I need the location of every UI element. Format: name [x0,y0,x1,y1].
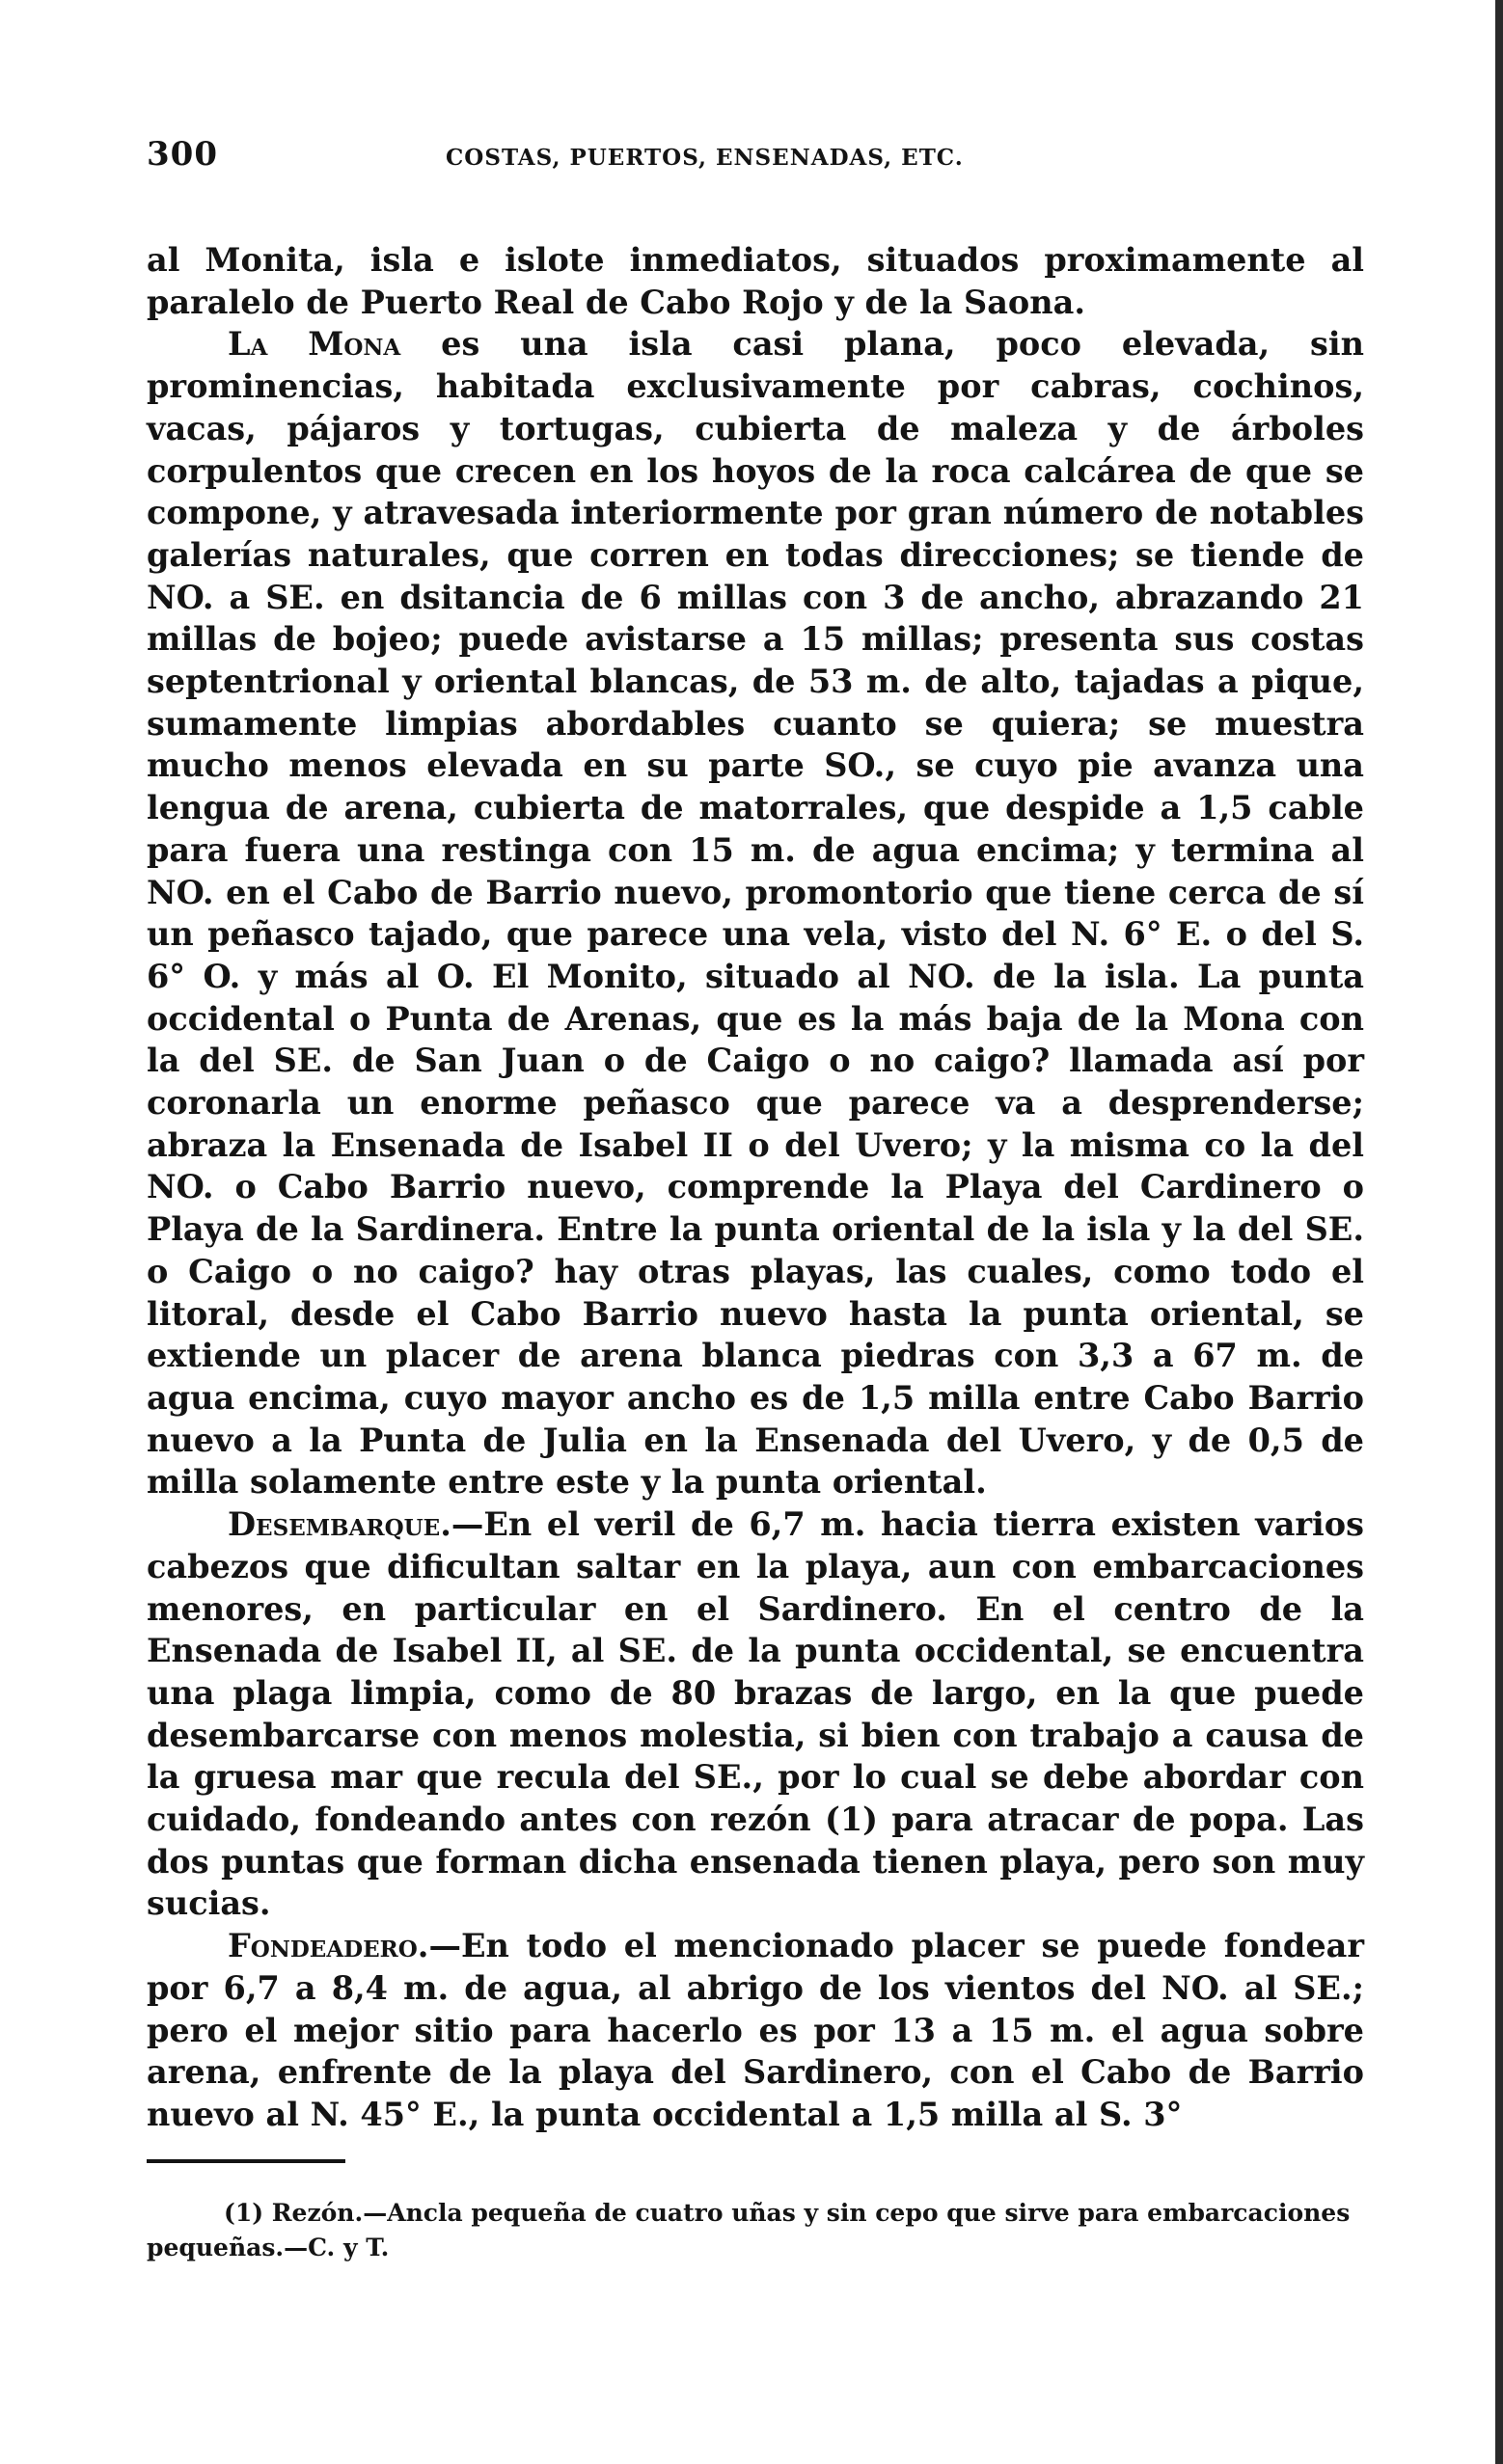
paragraph-monita: al Monita, isla e islote inmediatos, situados proximamente al paralelo de Puerto Real de Cabo Rojo y de la Saona. [147,241,1364,321]
paragraph-fondeadero [147,1925,1364,2136]
paragraph-desembarque [147,1503,1364,1925]
paragraph-text-la-mona: es una isla casi plana, poco elevada, sin prominencias, habitada exclusivamente por cabras, cochinos, vacas, pájaros y tortugas, cubierta de maleza y de árboles corpulentos que crecen en los hoyos de la roca calcárea de que se compone, y atravesada interiormente por gran número de notables galerías naturales, que corren en todas direcciones; se tiende de NO. a SE. en dsitancia de 6 millas con 3 de ancho, abrazando 21 millas de bojeo; puede avistarse a 15 millas; presenta sus costas septentrional y oriental blancas, de 53 m. de alto, tajadas a pique, sumamente limpias abordables cuanto se quiera; se muestra mucho menos elevada en su parte SO., se cuyo pie avanza una lengua de arena, cubierta de matorrales, que despide a 1,5 cable para fuera una restinga con 15 m. de agua encima; y termina al NO. en el Cabo de Barrio nuevo, promontorio que tiene cerca de sí un peñasco tajado, que parece una vela, visto del N. 6° E. o del S. 6° O. y más al O. El Monito, situado al NO. de la isla. La punta occidental o Punta de Arenas, que es la más baja de la Mona con la del SE. de San Juan o de Caigo o no caigo? llamada así por coronarla un enorme peñasco que parece va a desprenderse; abraza la Ensenada de Isabel II o del Uvero; y la misma co la del NO. o Cabo Barrio nuevo, comprende la Playa del Cardinero o Playa de la Sardinera. Entre la punta oriental de la isla y la del SE. o Caigo o no caigo? hay otras playas, las cuales, como todo el litoral, desde el Cabo Barrio nuevo hasta la punta oriental, se extiende un placer de arena blanca piedras con 3,3 a 67 m. de agua encima, cuyo mayor ancho es de 1,5 milla entre Cabo Barrio nuevo a la Punta de Julia en la Ensenada del Uvero, y de 0,5 de milla solamente entre este y la punta oriental. [147,325,1364,1502]
paragraph-la-mona [147,323,1364,1503]
page-spine-shadow [1495,0,1503,2464]
paragraph-lead-desembarque: Desembarque. [228,1505,451,1544]
running-title: COSTAS, PUERTOS, ENSENADAS, ETC. [446,145,964,171]
book-page [147,135,1364,2289]
paragraph-text-fondeadero: —En todo el mencionado placer se puede fondear por 6,7 a 8,4 m. de agua, al abrigo de los vientos del NO. al SE.; pero el mejor sitio para hacerlo es por 13 a 15 m. el agua sobre arena, enfrente de la playa del Sardinero, con el Cabo de Barrio nuevo al N. 45° E., la punta occidental a 1,5 milla al S. 3° [147,1927,1364,2133]
running-head [147,135,1364,193]
paragraph-text-desembarque: —En el veril de 6,7 m. hacia tierra existen varios cabezos que dificultan saltar en la playa, aun con embarcaciones menores, en particular en el Sardinero. En el centro de la Ensenada de Isabel II, al SE. de la punta occidental, se encuentra una plaga limpia, como de 80 brazas de largo, en la que puede desembarcarse con menos molestia, si bien con trabajo a causa de la gruesa mar que recula del SE., por lo cual se debe abordar con cuidado, fondeando antes con rezón (1) para atracar de popa. Las dos puntas que forman dicha ensenada tienen playa, pero son muy sucias. [147,1505,1364,1923]
page-number: 300 [147,135,218,174]
footnote: (1) Rezón.—Ancla pequeña de cuatro uñas y sin cepo que sirve para embarcaciones pequeñas.—C. y T. [147,2198,1351,2261]
body-text [147,239,1364,2136]
footnote-rule [147,2159,345,2163]
paragraph-lead-la-mona: La Mona [228,325,401,364]
paragraph-lead-fondeadero: Fondeadero. [228,1927,429,1965]
